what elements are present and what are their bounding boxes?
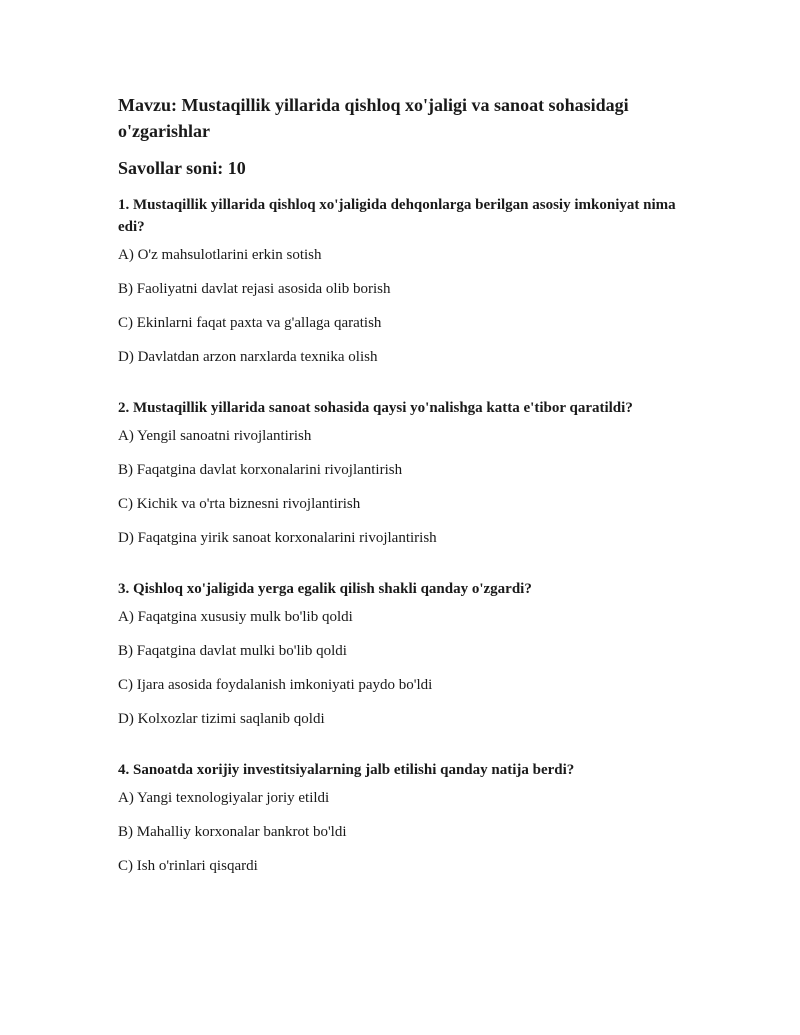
question-text: 4. Sanoatda xorijiy investitsiyalarning jalb etilishi qanday natija berdi?	[118, 762, 575, 778]
answer-option-a: A) Yengil sanoatni rivojlantirish	[118, 428, 312, 444]
answer-option-d: D) Kolxozlar tizimi saqlanib qoldi	[118, 711, 325, 727]
answer-option-a: A) Faqatgina xususiy mulk bo'lib qoldi	[118, 609, 353, 625]
question-2	[118, 397, 710, 548]
question-1	[118, 194, 710, 367]
answer-option-a: A) O'z mahsulotlarini erkin sotish	[118, 247, 322, 263]
question-4	[118, 759, 710, 876]
question-count: Savollar soni: 10	[118, 158, 246, 178]
question-text: 3. Qishloq xo'jaligida yerga egalik qilish shakli qanday o'zgardi?	[118, 581, 532, 597]
answer-option-c: C) Ekinlarni faqat paxta va g'allaga qaratish	[118, 315, 382, 331]
answer-option-c: C) Ijara asosida foydalanish imkoniyati paydo bo'ldi	[118, 677, 433, 693]
answer-option-b: B) Faqatgina davlat mulki bo'lib qoldi	[118, 643, 347, 659]
answer-option-a: A) Yangi texnologiyalar joriy etildi	[118, 790, 330, 806]
answer-option-b: B) Faqatgina davlat korxonalarini rivojlantirish	[118, 462, 403, 478]
document-topic: Mavzu: Mustaqillik yillarida qishloq xo'jaligi va sanoat sohasidagi o'zgarishlar	[118, 95, 629, 141]
question-text: 2. Mustaqillik yillarida sanoat sohasida qaysi yo'nalishga katta e'tibor qaratildi?	[118, 400, 633, 416]
answer-option-d: D) Davlatdan arzon narxlarda texnika olish	[118, 349, 378, 365]
answer-option-d: D) Faqatgina yirik sanoat korxonalarini rivojlantirish	[118, 530, 437, 546]
question-3	[118, 578, 710, 729]
question-text: 1. Mustaqillik yillarida qishloq xo'jaligida dehqonlarga berilgan asosiy imkoniyat nima edi?	[118, 197, 676, 235]
answer-option-b: B) Mahalliy korxonalar bankrot bo'ldi	[118, 824, 347, 840]
answer-option-c: C) Ish o'rinlari qisqardi	[118, 858, 258, 874]
answer-option-c: C) Kichik va o'rta biznesni rivojlantirish	[118, 496, 361, 512]
answer-option-b: B) Faoliyatni davlat rejasi asosida olib borish	[118, 281, 391, 297]
